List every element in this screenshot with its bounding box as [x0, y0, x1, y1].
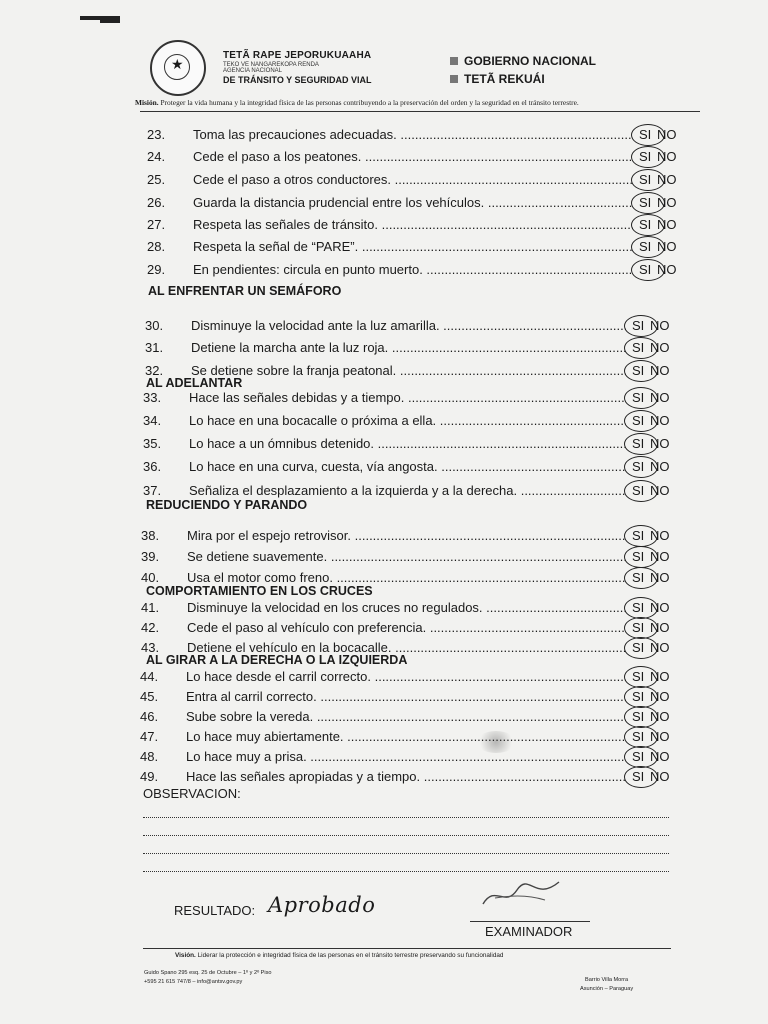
no-option[interactable]: NO [650, 413, 670, 428]
section-title-semaforo: AL ENFRENTAR UN SEMÁFORO [148, 284, 342, 298]
si-option[interactable]: SI [639, 239, 652, 254]
resultado-value[interactable]: Aprobado [268, 893, 376, 917]
checklist-row [0, 261, 768, 279]
checklist-row [0, 435, 768, 453]
item-text: Señaliza el desplazamiento a la izquierda y a la derecha. ..... [189, 482, 626, 500]
item-number: 45. [140, 689, 159, 704]
checklist-row [0, 317, 768, 335]
no-option[interactable]: NO [650, 483, 670, 498]
item-number: 42. [141, 620, 160, 635]
item-text: Se detiene sobre la franja peatonal. ..... [191, 362, 626, 380]
item-text: Mira por el espejo retrovisor. ..... [187, 527, 626, 545]
mission-statement: Misión. Proteger la vida humana y la integridad física de las personas contribuyendo a la preservación del orden y la seguridad en el tránsito terrestre. [135, 98, 579, 107]
item-number: 24. [147, 149, 166, 164]
item-number: 28. [147, 239, 166, 254]
item-number: 38. [141, 528, 160, 543]
checklist-row [0, 599, 768, 617]
examiner-signature [475, 874, 565, 914]
item-text: Usa el motor como freno. ..... [187, 569, 626, 587]
no-option[interactable]: NO [650, 640, 670, 655]
checklist-row [0, 668, 768, 686]
divider [140, 111, 700, 112]
resultado-label: RESULTADO: [174, 903, 256, 918]
checklist-row [0, 194, 768, 212]
item-text: Cede el paso a otros conductores. ..... [193, 171, 633, 189]
checklist-row [0, 148, 768, 166]
si-option[interactable]: SI [632, 600, 645, 615]
address-line: Guido Spano 295 esq. 25 de Octubre – 1º y 2º Piso [144, 970, 272, 976]
item-number: 32. [145, 363, 164, 378]
checklist-row [0, 389, 768, 407]
si-option[interactable]: SI [639, 262, 652, 277]
divider [143, 948, 671, 949]
observacion-line[interactable] [143, 834, 669, 836]
item-text: Respeta las señales de tránsito. ..... [193, 216, 633, 234]
no-option[interactable]: NO [650, 729, 670, 744]
observacion-line[interactable] [143, 816, 669, 818]
address-line: Barrio Villa Morra [585, 977, 629, 983]
item-number: 25. [147, 172, 166, 187]
address-line: Asunción – Paraguay [580, 986, 634, 992]
item-text: Detiene la marcha ante la luz roja. ..... [191, 339, 626, 357]
no-option[interactable]: NO [650, 528, 670, 543]
si-option[interactable]: SI [632, 769, 645, 784]
item-number: 36. [143, 459, 162, 474]
item-number: 39. [141, 549, 160, 564]
item-text: Se detiene suavemente. ..... [187, 548, 626, 566]
no-option[interactable]: NO [650, 390, 670, 405]
section-title-girar: AL GIRAR A LA DERECHA O LA IZQUIERDA [146, 653, 408, 667]
no-option[interactable]: NO [650, 318, 670, 333]
org-name-agency: AGENCIA NACIONAL [223, 68, 283, 74]
si-option[interactable]: SI [639, 195, 652, 210]
checklist-row [0, 362, 768, 380]
checklist-row [0, 619, 768, 637]
si-option[interactable]: SI [639, 127, 652, 142]
item-text: Hace las señales debidas y a tiempo. ..... [189, 389, 626, 407]
si-option[interactable]: SI [639, 217, 652, 232]
org-name-guarani: TETÃ RAPE JEPORUKUAAHA [223, 50, 372, 61]
item-text: Lo hace en una bocacalle o próxima a ella. ..... [189, 412, 626, 430]
section-title-reduciendo: REDUCIENDO Y PARANDO [146, 498, 308, 512]
si-option[interactable]: SI [632, 459, 645, 474]
section-title-cruces: COMPORTAMIENTO EN LOS CRUCES [146, 584, 373, 598]
checklist-row [0, 708, 768, 726]
item-number: 23. [147, 127, 166, 142]
observacion-line[interactable] [143, 852, 669, 854]
contact-line: +595 21 615 747/8 – info@antsv.gov.py [144, 979, 243, 985]
si-option[interactable]: SI [632, 483, 645, 498]
item-number: 26. [147, 195, 166, 210]
scan-mark [100, 20, 120, 23]
no-option[interactable]: NO [657, 172, 677, 187]
no-option[interactable]: NO [650, 689, 670, 704]
no-option[interactable]: NO [650, 769, 670, 784]
no-option[interactable]: NO [650, 459, 670, 474]
item-number: 35. [143, 436, 162, 451]
no-option[interactable]: NO [650, 709, 670, 724]
item-text: Cede el paso al vehículo con preferencia. ..... [187, 619, 626, 637]
si-option[interactable]: SI [632, 640, 645, 655]
no-option[interactable]: NO [650, 669, 670, 684]
item-number: 49. [140, 769, 159, 784]
item-text: Entra al carril correcto. ..... [186, 688, 626, 706]
item-number: 27. [147, 217, 166, 232]
item-number: 46. [140, 709, 159, 724]
item-text: Respeta la señal de “PARE”. ..... [193, 238, 633, 256]
no-option[interactable]: NO [657, 195, 677, 210]
item-number: 37. [143, 483, 162, 498]
checklist-row [0, 458, 768, 476]
si-option[interactable]: SI [632, 436, 645, 451]
si-option[interactable]: SI [632, 620, 645, 635]
no-option[interactable]: NO [650, 600, 670, 615]
si-option[interactable]: SI [632, 340, 645, 355]
checklist-row [0, 527, 768, 545]
item-text: Disminuye la velocidad en los cruces no regulados. ..... [187, 599, 626, 617]
no-option[interactable]: NO [650, 570, 670, 585]
no-option[interactable]: NO [650, 749, 670, 764]
si-option[interactable]: SI [632, 729, 645, 744]
checklist-row [0, 482, 768, 500]
checklist-row [0, 569, 768, 587]
item-text: Lo hace a un ómnibus detenido. ..... [189, 435, 626, 453]
si-option[interactable]: SI [632, 363, 645, 378]
item-text: Guarda la distancia prudencial entre los vehículos. ..... [193, 194, 633, 212]
item-number: 31. [145, 340, 164, 355]
checklist-row [0, 412, 768, 430]
si-option[interactable]: SI [632, 549, 645, 564]
no-option[interactable]: NO [650, 436, 670, 451]
gov-label: GOBIERNO NACIONAL [450, 54, 596, 68]
section-title-adelantar: AL ADELANTAR [146, 376, 243, 390]
org-name-guarani-sub: TEKO VE NANGAREKOPA RENDA [223, 62, 319, 68]
square-icon [450, 75, 458, 83]
no-option[interactable]: NO [657, 149, 677, 164]
item-text: Toma las precauciones adecuadas. ..... [193, 126, 633, 144]
item-number: 48. [140, 749, 159, 764]
item-text: Detiene el vehículo en la bocacalle. ..... [187, 639, 626, 657]
gov-label-guarani: TETÃ REKUÁI [450, 72, 545, 86]
no-option[interactable]: NO [657, 239, 677, 254]
no-option[interactable]: NO [657, 217, 677, 232]
si-option[interactable]: SI [639, 172, 652, 187]
square-icon [450, 57, 458, 65]
checklist-row [0, 768, 768, 786]
si-option[interactable]: SI [639, 149, 652, 164]
si-option[interactable]: SI [632, 528, 645, 543]
si-option[interactable]: SI [632, 390, 645, 405]
checklist-row [0, 171, 768, 189]
checklist-row [0, 216, 768, 234]
national-seal-icon: ★ [150, 40, 206, 96]
item-text: Lo hace muy a prisa. ..... [186, 748, 626, 766]
item-text: Cede el paso a los peatones. ..... [193, 148, 633, 166]
no-option[interactable]: NO [650, 340, 670, 355]
vision-statement: Visión. Liderar la protección e integridad física de las personas en el tránsito terrestre preservando su funcionalidad [175, 952, 504, 959]
item-text: Hace las señales apropiadas y a tiempo. ..... [186, 768, 626, 786]
item-text: Disminuye la velocidad ante la luz amarilla. ..... [191, 317, 626, 335]
checklist-row [0, 548, 768, 566]
item-text: Lo hace desde el carril correcto. ..... [186, 668, 626, 686]
examinador-label: EXAMINADOR [485, 924, 573, 939]
item-number: 33. [143, 390, 162, 405]
item-number: 34. [143, 413, 162, 428]
observacion-label: OBSERVACION: [143, 786, 241, 801]
signature-line [470, 921, 590, 922]
ink-smudge [476, 731, 516, 753]
checklist-row [0, 748, 768, 766]
si-option[interactable]: SI [632, 413, 645, 428]
item-number: 41. [141, 600, 160, 615]
no-option[interactable]: NO [650, 549, 670, 564]
item-number: 40. [141, 570, 160, 585]
item-number: 47. [140, 729, 159, 744]
checklist-row [0, 126, 768, 144]
si-option[interactable]: SI [632, 669, 645, 684]
si-option[interactable]: SI [632, 318, 645, 333]
no-option[interactable]: NO [650, 620, 670, 635]
item-text: Lo hace en una curva, cuesta, vía angosta. ..... [189, 458, 626, 476]
si-option[interactable]: SI [632, 709, 645, 724]
checklist-row [0, 339, 768, 357]
checklist-row [0, 238, 768, 256]
item-number: 29. [147, 262, 166, 277]
item-number: 44. [140, 669, 159, 684]
item-number: 30. [145, 318, 164, 333]
document-header [145, 38, 685, 100]
no-option[interactable]: NO [650, 363, 670, 378]
si-option[interactable]: SI [632, 689, 645, 704]
si-option[interactable]: SI [632, 570, 645, 585]
item-text: Sube sobre la vereda. ..... [186, 708, 626, 726]
no-option[interactable]: NO [657, 262, 677, 277]
si-option[interactable]: SI [632, 749, 645, 764]
item-text: En pendientes: circula en punto muerto. ..... [193, 261, 633, 279]
checklist-row [0, 688, 768, 706]
item-number: 43. [141, 640, 160, 655]
checklist-row [0, 728, 768, 746]
org-name-agency-full: DE TRÁNSITO Y SEGURIDAD VIAL [223, 75, 372, 85]
item-text: Lo hace muy abiertamente. ..... [186, 728, 626, 746]
observacion-line[interactable] [143, 870, 669, 872]
no-option[interactable]: NO [657, 127, 677, 142]
